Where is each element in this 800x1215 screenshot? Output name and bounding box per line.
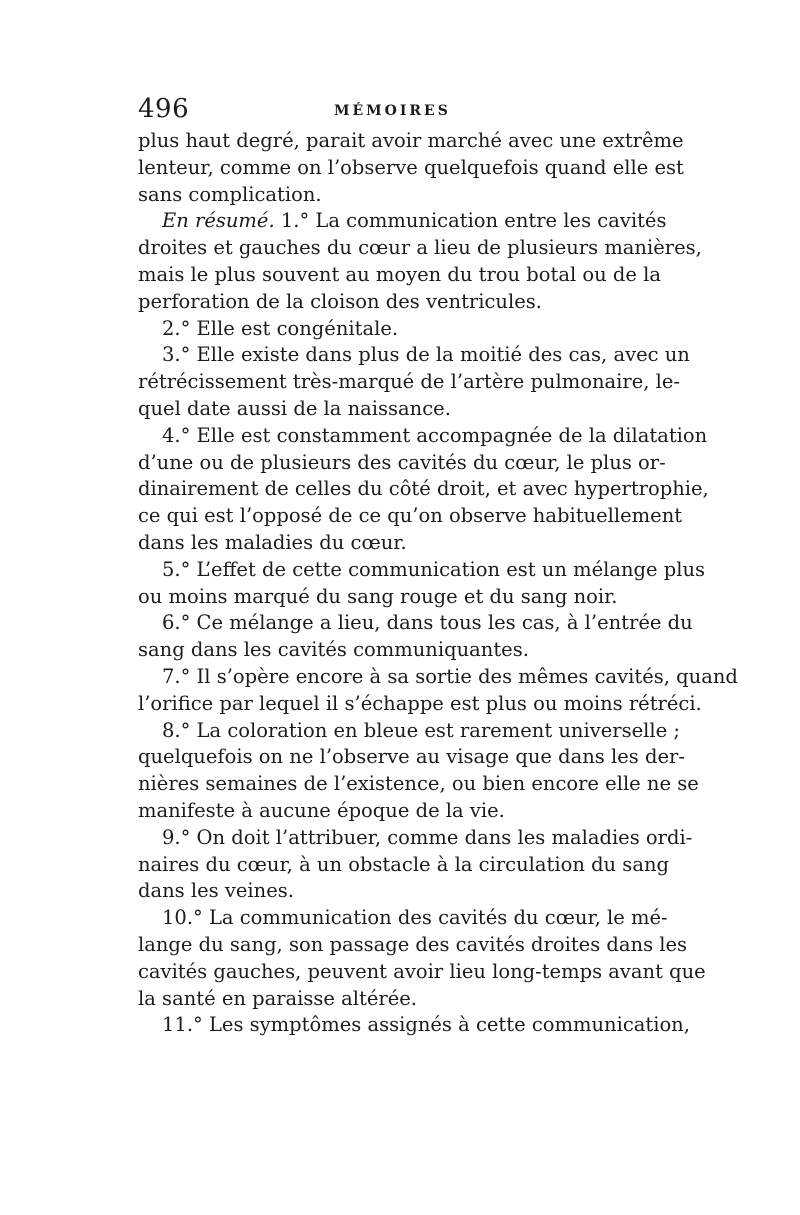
text-line: quelquefois on ne l’observe au visage que dans les der- bbox=[138, 745, 685, 769]
paragraph bbox=[138, 557, 706, 611]
text-line: mais le plus souvent au moyen du trou botal ou de la bbox=[138, 262, 661, 286]
text-line: 11.° Les symptômes assignés à cette communication, bbox=[162, 1013, 690, 1037]
text-span: 1.° La communication entre les cavités bbox=[280, 209, 667, 233]
text-line: dans les maladies du cœur. bbox=[138, 530, 407, 554]
text-line: ou moins marqué du sang rouge et du sang noir. bbox=[138, 584, 618, 608]
text-line: sans complication. bbox=[138, 182, 322, 206]
paragraph bbox=[138, 423, 709, 557]
text-line: 4.° Elle est constamment accompagnée de la dilatation bbox=[162, 423, 708, 447]
paragraph bbox=[138, 128, 684, 208]
text-line: dans les veines. bbox=[138, 879, 294, 903]
text-line: nières semaines de l’existence, ou bien encore elle ne se bbox=[138, 772, 699, 796]
text-line: cavités gauches, peuvent avoir lieu long-temps avant que bbox=[138, 959, 706, 983]
text-line: quel date aussi de la naissance. bbox=[138, 396, 451, 420]
body-text bbox=[138, 128, 738, 1039]
text-line: lange du sang, son passage des cavités droites dans les bbox=[138, 932, 688, 956]
paragraph bbox=[138, 610, 693, 664]
text-line: d’une ou de plusieurs des cavités du cœur, le plus or- bbox=[138, 450, 666, 474]
text-line: 8.° La coloration en bleue est rarement universelle ; bbox=[162, 718, 680, 742]
paragraph bbox=[138, 316, 658, 343]
text-line: 5.° L’effet de cette communication est un mélange plus bbox=[162, 557, 706, 581]
paragraph bbox=[138, 342, 690, 422]
paragraph bbox=[138, 905, 706, 1012]
text-line: l’orifice par lequel il s’échappe est plus ou moins rétréci. bbox=[138, 691, 702, 715]
summary-lead: En résumé. bbox=[162, 209, 275, 233]
text-line: 9.° On doit l’attribuer, comme dans les maladies ordi- bbox=[162, 825, 693, 849]
text-line: 7.° Il s’opère encore à sa sortie des mêmes cavités, quand bbox=[162, 664, 738, 688]
text-line: 3.° Elle existe dans plus de la moitié des cas, avec un bbox=[162, 343, 690, 367]
paragraph bbox=[138, 718, 699, 825]
text-line: sang dans les cavités communiquantes. bbox=[138, 638, 529, 662]
text-line bbox=[138, 208, 667, 235]
text-line: la santé en paraisse altérée. bbox=[138, 986, 418, 1010]
text-line: 10.° La communication des cavités du cœur, le mé- bbox=[162, 906, 668, 930]
text-line: lenteur, comme on l’observe quelquefois quand elle est bbox=[138, 155, 684, 179]
paragraph bbox=[138, 664, 738, 718]
paragraph bbox=[138, 208, 702, 315]
text-line: perforation de la cloison des ventricules. bbox=[138, 289, 542, 313]
text-line: ce qui est l’opposé de ce qu’on observe habituellement bbox=[138, 504, 683, 528]
page-number: 496 bbox=[138, 94, 190, 124]
paragraph bbox=[138, 825, 693, 905]
paragraph bbox=[138, 1012, 690, 1039]
text-line: manifeste à aucune époque de la vie. bbox=[138, 798, 505, 822]
text-line: plus haut degré, parait avoir marché avec une extrême bbox=[138, 129, 684, 152]
text-line: naires du cœur, à un obstacle à la circulation du sang bbox=[138, 852, 669, 876]
text-line: rétrécissement très-marqué de l’artère pulmonaire, le- bbox=[138, 370, 681, 394]
text-line: droites et gauches du cœur a lieu de plusieurs manières, bbox=[138, 236, 702, 260]
text-line: dinairement de celles du côté droit, et avec hypertrophie, bbox=[138, 477, 709, 501]
page-header bbox=[138, 94, 658, 128]
running-head: MÉMOIRES bbox=[334, 103, 451, 119]
text-line: 6.° Ce mélange a lieu, dans tous les cas, à l’entrée du bbox=[162, 611, 693, 635]
text-line: 2.° Elle est congénitale. bbox=[162, 316, 399, 340]
